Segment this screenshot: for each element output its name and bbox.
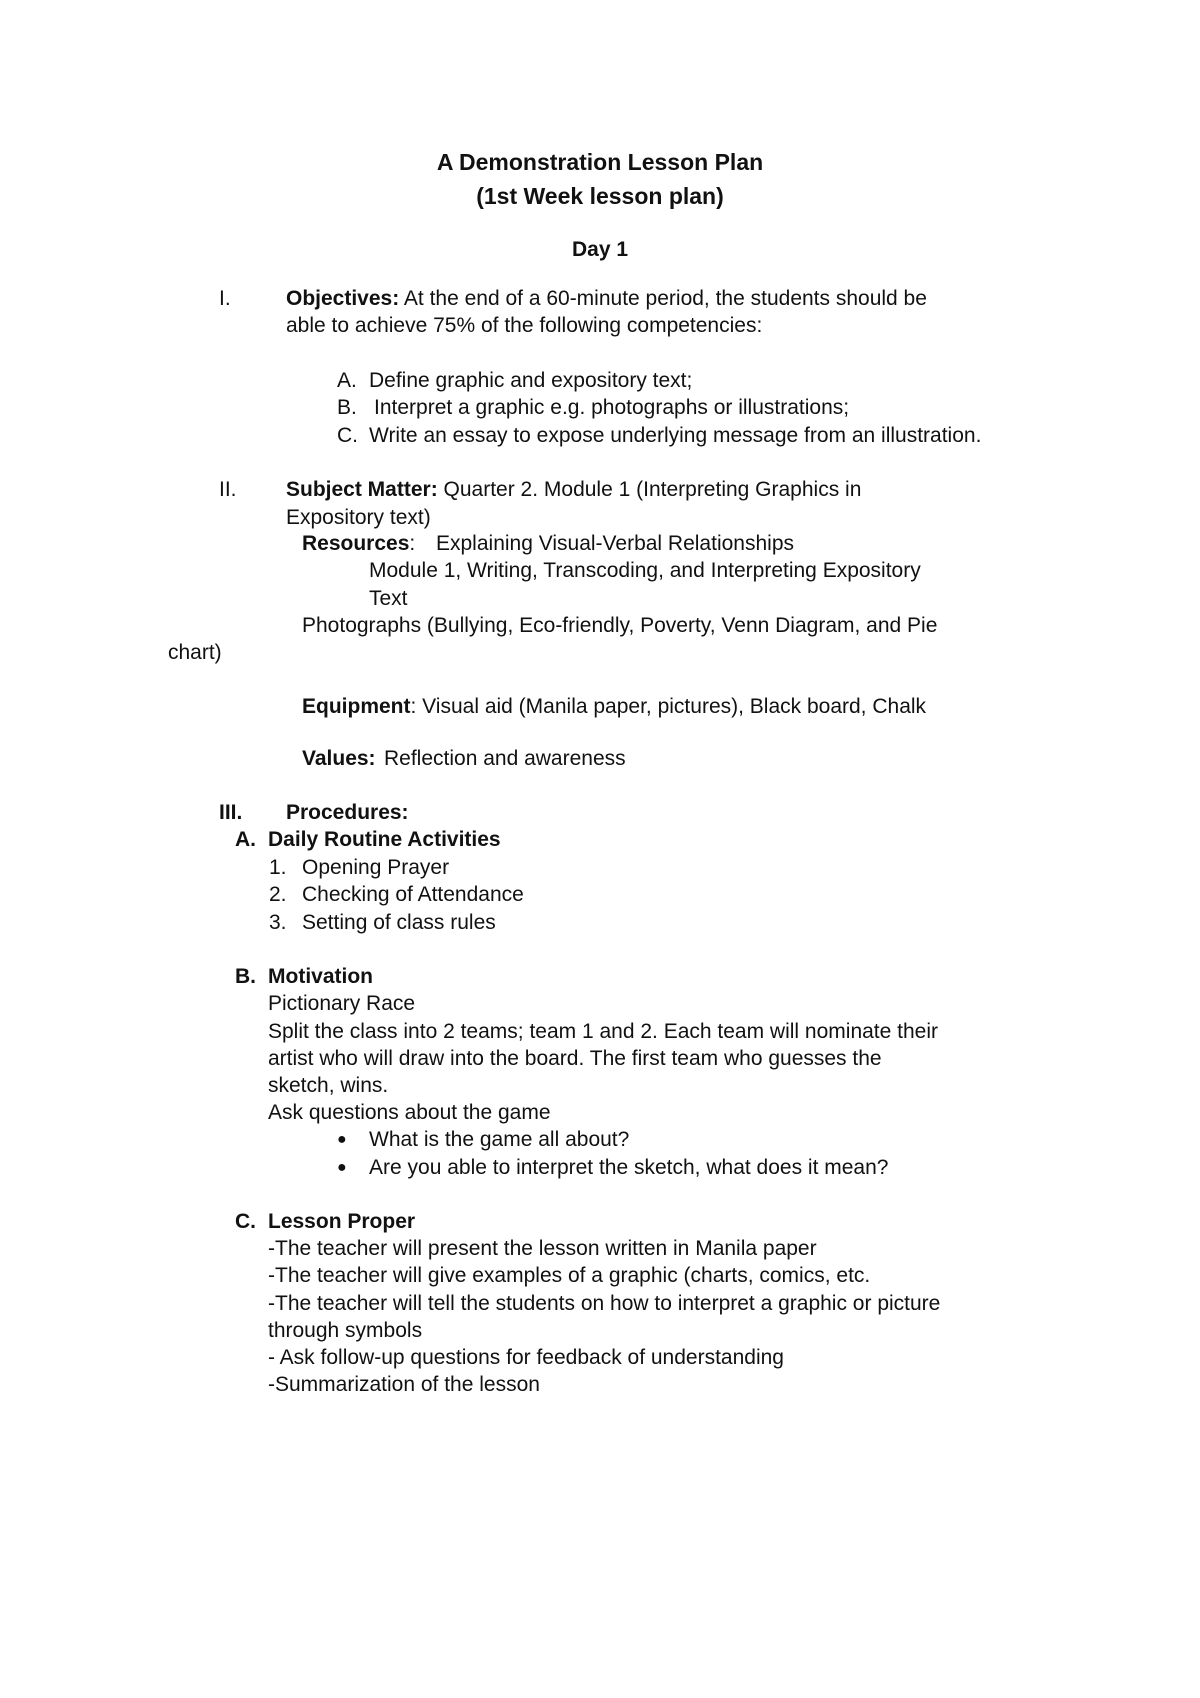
list-marker: B. xyxy=(337,396,357,419)
lesson-proper-text: -The teacher will present the lesson written in Manila paper xyxy=(268,1237,817,1260)
resources-text: Module 1, Writing, Transcoding, and Interpreting Expository xyxy=(369,559,921,582)
motivation-text: Ask questions about the game xyxy=(268,1101,551,1124)
motivation-text: Pictionary Race xyxy=(268,992,416,1015)
section-numeral: II. xyxy=(219,478,237,501)
subject-text: Quarter 2. Module 1 (Interpreting Graphics in xyxy=(437,478,862,501)
values-label: Values: xyxy=(302,747,376,770)
list-marker: A. xyxy=(337,369,357,392)
document-subtitle: (1st Week lesson plan) xyxy=(476,183,724,209)
list-marker: 2. xyxy=(269,883,287,906)
equipment-text: : Visual aid (Manila paper, pictures), Black board, Chalk xyxy=(410,695,927,718)
motivation-text: artist who will draw into the board. The first team who guesses the xyxy=(268,1047,882,1070)
lesson-proper-text: -The teacher will give examples of a graphic (charts, comics, etc. xyxy=(268,1264,871,1287)
list-marker: A. xyxy=(235,828,256,851)
document-title: A Demonstration Lesson Plan xyxy=(436,149,764,175)
bullet-icon: ● xyxy=(337,1159,347,1176)
subject-label: Subject Matter: xyxy=(286,478,438,501)
photographs-text-cont: chart) xyxy=(168,641,222,664)
routine-item: Setting of class rules xyxy=(302,911,496,934)
resources-line xyxy=(302,531,415,557)
question-item: Are you able to interpret the sketch, what does it mean? xyxy=(369,1156,889,1179)
subject-text-cont: Expository text) xyxy=(286,506,431,529)
subsection-title: Lesson Proper xyxy=(268,1210,416,1233)
day-heading: Day 1 xyxy=(571,238,629,261)
equipment-line xyxy=(302,694,926,720)
section-numeral: I. xyxy=(219,287,231,310)
lesson-proper-text: - Ask follow-up questions for feedback of understanding xyxy=(268,1346,784,1369)
lesson-proper-text: -Summarization of the lesson xyxy=(268,1373,540,1396)
objectives-label: Objectives: xyxy=(286,287,400,310)
objectives-line xyxy=(286,286,927,312)
lesson-proper-text: through symbols xyxy=(268,1319,423,1342)
question-item: What is the game all about? xyxy=(369,1128,630,1151)
objective-item: Write an essay to expose underlying message from an illustration. xyxy=(369,424,982,447)
routine-item: Checking of Attendance xyxy=(302,883,524,906)
equipment-label: Equipment xyxy=(302,695,411,718)
objectives-text: At the end of a 60-minute period, the students should be xyxy=(399,287,927,310)
resources-label: Resources xyxy=(302,532,410,555)
list-marker: 3. xyxy=(269,911,287,934)
objective-item: Define graphic and expository text; xyxy=(369,369,693,392)
lesson-proper-text: -The teacher will tell the students on how to interpret a graphic or picture xyxy=(268,1292,941,1315)
objective-item: Interpret a graphic e.g. photographs or illustrations; xyxy=(374,396,850,419)
section-numeral: III. xyxy=(219,801,243,824)
list-marker: B. xyxy=(235,965,256,988)
motivation-text: sketch, wins. xyxy=(268,1074,389,1097)
motivation-text: Split the class into 2 teams; team 1 and 2. Each team will nominate their xyxy=(268,1020,939,1043)
resources-text: Explaining Visual-Verbal Relationships xyxy=(436,532,794,555)
list-marker: C. xyxy=(235,1210,256,1233)
objectives-text-cont: able to achieve 75% of the following competencies: xyxy=(286,314,763,337)
subject-line xyxy=(286,477,861,503)
list-marker: C. xyxy=(337,424,358,447)
routine-item: Opening Prayer xyxy=(302,856,450,879)
subsection-title: Daily Routine Activities xyxy=(268,828,501,851)
subsection-title: Motivation xyxy=(268,965,373,988)
resources-text: Text xyxy=(369,587,408,610)
procedures-label: Procedures: xyxy=(286,801,409,824)
resources-colon: : xyxy=(409,532,416,555)
photographs-text: Photographs (Bullying, Eco-friendly, Poverty, Venn Diagram, and Pie xyxy=(302,614,938,637)
bullet-icon: ● xyxy=(337,1131,347,1148)
list-marker: 1. xyxy=(269,856,287,879)
values-text: Reflection and awareness xyxy=(384,747,626,770)
